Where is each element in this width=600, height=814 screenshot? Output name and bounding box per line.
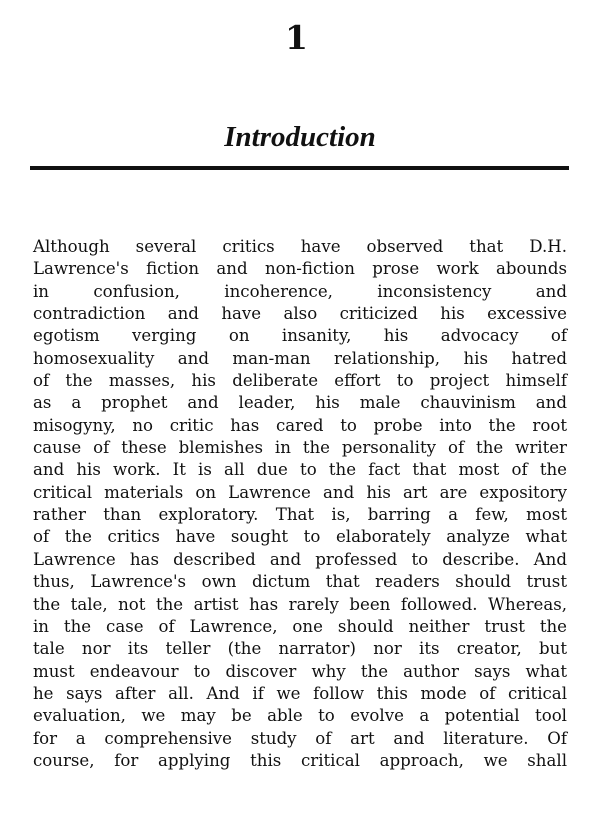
text-line: tale nor its teller (the narrator) nor its creator, but [33, 639, 567, 659]
text-line: in the case of Lawrence, one should neither trust the [33, 616, 567, 636]
text-line: Lawrence has described and professed to describe. And [33, 549, 567, 569]
text-line: in confusion, incoherence, inconsistency and [33, 281, 567, 301]
text-line: egotism verging on insanity, his advocacy of [33, 326, 567, 346]
text-line: misogyny, no critic has cared to probe into the root [33, 415, 567, 435]
chapter-number: 1 [285, 18, 308, 57]
text-line: of the masses, his deliberate effort to project himself [33, 371, 567, 391]
text-line: course, for applying this critical approach, we shall [33, 750, 567, 770]
text-line: Lawrence's fiction and non-fiction prose work abounds [33, 259, 567, 279]
text-line: cause of these blemishes in the personality of the writer [33, 438, 567, 458]
text-line: the tale, not the artist has rarely been followed. Whereas, [33, 594, 567, 614]
text-line: rather than exploratory. That is, barring a few, most [33, 505, 567, 525]
text-line: evaluation, we may be able to evolve a potential tool [33, 706, 567, 726]
text-line: thus, Lawrence's own dictum that readers should trust [33, 572, 567, 592]
text-line: and his work. It is all due to the fact that most of the [33, 460, 567, 480]
chapter-title: Introduction [224, 121, 376, 153]
text-line: for a comprehensive study of art and literature. Of [33, 728, 567, 748]
text-line: Although several critics have observed that D.H. [33, 237, 567, 256]
text-line: critical materials on Lawrence and his art are expository [33, 482, 567, 502]
text-line: as a prophet and leader, his male chauvinism and [33, 393, 567, 413]
text-line: he says after all. And if we follow this mode of critical [33, 683, 567, 703]
text-line: homosexuality and man-man relationship, his hatred [33, 348, 567, 368]
text-line: contradiction and have also criticized his excessive [33, 304, 567, 324]
title-divider [30, 166, 569, 170]
text-line: of the critics have sought to elaborately analyze what [33, 527, 567, 547]
body-paragraph [33, 236, 567, 772]
text-line: must endeavour to discover why the author says what [33, 661, 567, 681]
